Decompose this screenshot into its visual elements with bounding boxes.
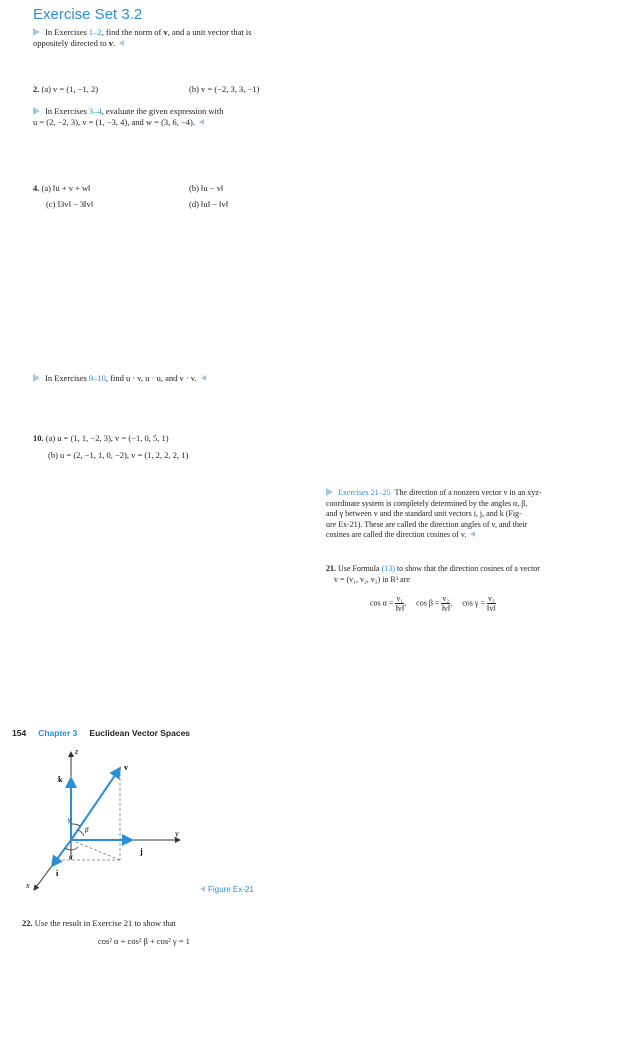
alpha-label: α: [69, 853, 73, 861]
play-marker-icon: [326, 488, 333, 496]
k-label: k: [58, 775, 63, 784]
instruction-exercises-9-10: In Exercises 9–10, find u · v, u · u, and v · v.: [33, 373, 333, 384]
direction-cosines-formula: cos α = $\frac{\text{v₁}}{‖v‖}$ , cos β = $\frac{\text{v₂}}{‖v‖}$ , cos γ = $\frac{\text{v₃}}{‖v‖}$: [370, 594, 496, 613]
formula-link[interactable]: (13): [381, 564, 395, 573]
exercise-22-equation: cos² α + cos² β + cos² γ = 1: [98, 936, 190, 946]
instruction-exercises-3-4: In Exercises 3–4, evaluate the given expression with u = (2, −2, 3), v = (1, −3, 4), and w = (3, 6, −4).: [33, 106, 224, 127]
v-label: v: [124, 763, 128, 772]
back-marker-icon: [119, 40, 124, 46]
exercise-4b: (b) ‖u − v‖: [189, 183, 224, 193]
chapter-label: Chapter 3: [38, 728, 78, 738]
exercise-21: 21. Use Formula (13) to show that the direction cosines of a vector v = (v₁, v₂, v₃) in R³ are: [326, 564, 540, 584]
page-number: 154: [12, 728, 27, 738]
beta-label: β: [85, 826, 89, 834]
exercise-2: 2. (a) v = (1, −1, 2): [33, 84, 99, 94]
exercise-4c: (c) ‖3v‖ − 3‖v‖: [46, 199, 94, 209]
i-label: i: [56, 869, 59, 878]
vector-v: [71, 768, 120, 840]
play-marker-icon: [33, 374, 40, 382]
page-header: [12, 723, 190, 741]
exercise-10a: 10. (a) u = (1, 1, −2, 3), v = (−1, 0, 5, 1): [33, 433, 169, 443]
x-label: x: [26, 881, 30, 890]
exercise-4d: (d) ‖u‖ − ‖v‖: [189, 199, 229, 209]
back-marker-icon: [200, 886, 205, 892]
chapter-title: Euclidean Vector Spaces: [89, 728, 191, 738]
figure-ex-21: [20, 742, 200, 902]
beta-arc: [78, 830, 84, 836]
z-label: z: [75, 747, 79, 756]
y-label: y: [175, 829, 179, 838]
exercise-link[interactable]: 9–10: [88, 373, 106, 383]
exercise-link[interactable]: 1–2: [88, 27, 102, 37]
back-marker-icon: [199, 119, 204, 125]
projection-line: [71, 840, 120, 860]
play-marker-icon: [33, 28, 40, 36]
gamma-arc: [71, 824, 80, 826]
back-marker-icon: [201, 375, 206, 381]
j-label: j: [140, 847, 143, 856]
figure-caption: Figure Ex-21: [200, 885, 254, 894]
play-marker-icon: [33, 107, 40, 115]
exercise-22: 22. Use the result in Exercise 21 to show that: [22, 918, 176, 928]
gamma-label: γ: [68, 816, 71, 824]
exercise-link[interactable]: Exercises 21–25: [338, 488, 391, 497]
exercise-2b: (b) v = (−2, 3, 3, −1): [189, 84, 260, 94]
instruction-exercises-21-25: Exercises 21–25 The direction of a nonzero vector v in an xyz- coordinate system is completely determined by the angles α, β, and γ between v and the standard unit vectors i, j, and k (Fig- ure Ex-21). These are called the direction angles of v, and their cosines are called the direction cosines of v.: [326, 488, 542, 539]
back-marker-icon: [470, 531, 475, 537]
instruction-exercises-1-2: In Exercises 1–2, find the norm of v, and a unit vector that is oppositely directed to v.: [33, 27, 252, 48]
page-title: Exercise Set 3.2: [33, 6, 143, 23]
exercise-4a: 4. (a) ‖u + v + w‖: [33, 183, 91, 193]
exercise-10b: (b) u = (2, −1, 1, 0, −2), v = (1, 2, 2, 2, 1): [48, 450, 189, 460]
exercise-link[interactable]: 3–4: [88, 106, 102, 116]
